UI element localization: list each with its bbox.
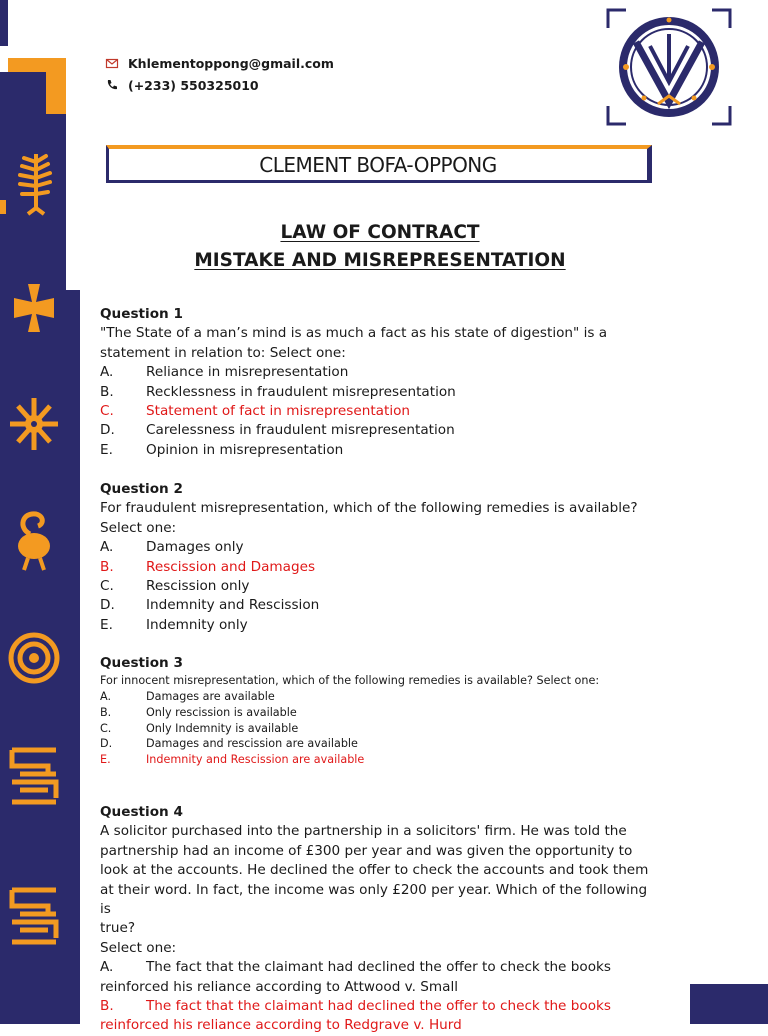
question-stem: at their word. In fact, the income was only £200 per year. Which of the following is xyxy=(100,881,648,918)
question-stem: For fraudulent misrepresentation, which of the following remedies is available? xyxy=(100,500,638,517)
band-outer xyxy=(66,290,80,1024)
option-d[interactable]: D. Damages and rescission are available xyxy=(100,737,358,751)
option-e[interactable]: E. Opinion in misrepresentation xyxy=(100,441,344,458)
question-title: Question 4 xyxy=(100,804,183,820)
cbo-logo xyxy=(606,8,732,126)
bottom-right-decor xyxy=(690,984,768,1024)
name-banner xyxy=(106,145,652,183)
phone-text[interactable]: (+233) 550325010 xyxy=(128,77,259,93)
question-stem: partnership had an income of £300 per year and was given the opportunity to xyxy=(100,842,633,859)
mail-icon xyxy=(106,59,128,68)
cross-icon xyxy=(8,276,60,340)
option-a[interactable]: A. The fact that the claimant had declined the offer to check the books reinforced his reliance according to Attwood v. Small xyxy=(100,959,611,995)
phone-row xyxy=(106,74,334,96)
question-title: Question 3 xyxy=(100,655,183,671)
question-stem: true? xyxy=(100,920,136,937)
phone-icon xyxy=(106,79,128,91)
option-a[interactable]: A. Damages are available xyxy=(100,690,275,704)
question-3 xyxy=(100,654,660,768)
email-row xyxy=(106,52,334,74)
decorative-sidebar xyxy=(0,0,80,1024)
question-title: Question 1 xyxy=(100,306,183,322)
orange-step-2 xyxy=(46,58,66,114)
orange-notch xyxy=(0,200,6,214)
question-stem: "The State of a man’s mind is as much a fact as his state of digestion" is a xyxy=(100,325,608,342)
ornament-icon xyxy=(8,392,60,456)
question-title: Question 2 xyxy=(100,481,183,497)
contact-block xyxy=(106,52,334,96)
question-2 xyxy=(100,480,660,635)
option-a[interactable]: A. Reliance in misrepresentation xyxy=(100,364,349,381)
concentric-circles-icon xyxy=(8,626,60,690)
question-stem: A solicitor purchased into the partnership in a solicitors' firm. He was told the xyxy=(100,823,627,840)
question-1 xyxy=(100,305,660,460)
option-b-correct[interactable]: B. The fact that the claimant had declined the offer to check the books reinforced his reliance according to Redgrave v. Hurd xyxy=(100,998,611,1034)
option-e[interactable]: E. Indemnity only xyxy=(100,616,248,633)
question-stem: Select one: xyxy=(100,519,177,536)
meander-icon xyxy=(8,744,60,808)
option-d[interactable]: D. Indemnity and Rescission xyxy=(100,597,320,614)
option-b-correct[interactable]: B. Rescission and Damages xyxy=(100,558,316,575)
option-b[interactable]: B. Only rescission is available xyxy=(100,705,297,719)
option-e-correct[interactable]: E. Indemnity and Rescission are available xyxy=(100,752,365,766)
question-4 xyxy=(100,803,660,1036)
option-b[interactable]: B. Recklessness in fraudulent misrepresentation xyxy=(100,383,456,400)
option-a[interactable]: A. Damages only xyxy=(100,539,244,556)
title-line-1: LAW OF CONTRACT xyxy=(280,222,480,243)
question-stem: look at the accounts. He declined the offer to check the accounts and took them xyxy=(100,862,649,879)
title-line-2: MISTAKE AND MISREPRESENTATION xyxy=(194,250,566,271)
question-stem: statement in relation to: Select one: xyxy=(100,344,346,361)
question-stem: Select one: xyxy=(100,939,177,956)
email-text[interactable]: Khlementoppong@gmail.com xyxy=(128,55,334,71)
option-c[interactable]: C. Rescission only xyxy=(100,578,250,595)
fern-icon xyxy=(8,150,60,214)
option-c-correct[interactable]: C. Statement of fact in misrepresentation xyxy=(100,403,411,420)
question-stem: For innocent misrepresentation, which of the following remedies is available? Select one: xyxy=(100,674,600,688)
sankofa-bird-icon xyxy=(8,508,60,572)
author-name: CLEMENT BOFA-OPPONG xyxy=(259,152,497,177)
band-top-strip xyxy=(0,0,8,46)
question-3-body xyxy=(100,673,660,767)
option-c[interactable]: C. Only Indemnity is available xyxy=(100,721,299,735)
meander-icon-2 xyxy=(8,884,60,948)
option-d[interactable]: D. Carelessness in fraudulent misrepresentation xyxy=(100,422,455,439)
